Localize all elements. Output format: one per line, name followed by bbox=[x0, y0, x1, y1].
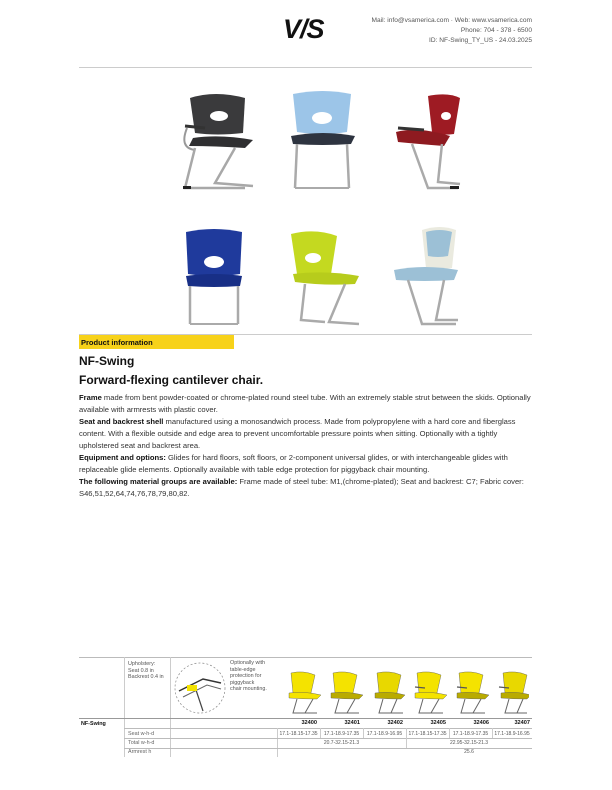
chair-icon-32406 bbox=[457, 672, 489, 713]
seat-value-32405: 17.1-18.15-17.35 bbox=[408, 731, 447, 737]
paragraph-equipment: Equipment and options: Glides for hard floors, soft floors, or 2-component universal glides, or with interchangeable glides with replaceable glide elements. Optionally available with table edge protection for piggyback chair mounting. bbox=[79, 453, 508, 474]
chair-icon-32400 bbox=[289, 672, 321, 713]
product-description bbox=[79, 392, 534, 500]
contact-line-mail-web: Mail: info@vsamerica.com · Web: www.vsamerica.com bbox=[371, 17, 532, 24]
seat-value-32402: 17.1-18.9-16.95 bbox=[366, 731, 403, 737]
contact-line-id: ID: NF-Swing_TY_US - 24.03.2025 bbox=[429, 37, 532, 44]
chair-photo-upholstered-light-blue bbox=[388, 226, 468, 330]
product-tagline: Forward-flexing cantilever chair. bbox=[79, 373, 264, 387]
seat-value-32407: 17.1-18.9-16.95 bbox=[494, 731, 530, 737]
chair-photo-red-armrests bbox=[388, 92, 468, 195]
paragraph-seat-backrest: Seat and backrest shell manufactured using a monosandwich process. Made from polypropylene with a hard core and fiberglass content. With a flexible outside and edge area to prevent uncomfortable pressure points when sitting. Optionally with a tightly upholstered seat and backrest area. bbox=[79, 417, 516, 450]
total-label: Total w-h-d bbox=[128, 740, 155, 746]
product-title: NF-Swing bbox=[79, 354, 135, 368]
armrest-value: 25.6 bbox=[464, 749, 474, 755]
paragraph-materials: The following material groups are available: Frame made of steel tube: M1,(chrome-plated); Seat and backrest: C7; Fabric cover: S46,51,52,64,74,76,78,79,80,82. bbox=[79, 477, 524, 498]
dimension-table bbox=[79, 657, 532, 757]
table-edge-diagram bbox=[173, 661, 227, 715]
model-32401: 32401 bbox=[344, 720, 360, 726]
chair-icon-32402 bbox=[375, 672, 405, 713]
upholstery-note: Upholstery: Seat 0.8 in Backrest 0.4 in bbox=[128, 661, 164, 681]
total-value-standard: 20.7-32.15-21.3 bbox=[323, 740, 360, 746]
chair-icon-32405 bbox=[415, 672, 447, 713]
table-row-label: NF-Swing bbox=[81, 721, 106, 727]
model-32406: 32406 bbox=[473, 720, 489, 726]
seat-label: Seat w-h-d bbox=[128, 731, 155, 737]
seat-value-32400: 17.1-18.15-17.35 bbox=[279, 731, 318, 737]
chair-icon-32401 bbox=[331, 672, 363, 713]
seat-value-32406: 17.1-18.9-17.35 bbox=[452, 731, 489, 737]
section-label-band bbox=[79, 335, 234, 349]
model-32402: 32402 bbox=[387, 720, 403, 726]
chair-photo-dark-blue bbox=[180, 228, 248, 328]
chair-photo-dark-grey-armrests bbox=[175, 88, 265, 193]
model-32405: 32405 bbox=[430, 720, 446, 726]
model-32400: 32400 bbox=[301, 720, 317, 726]
section-label: Product information bbox=[81, 338, 153, 347]
total-value-armrests: 22.95-32.15-21.3 bbox=[449, 740, 489, 746]
model-32407: 32407 bbox=[514, 720, 530, 726]
chair-photo-light-blue bbox=[285, 90, 360, 195]
contact-block bbox=[372, 16, 532, 46]
header-divider bbox=[79, 67, 532, 68]
contact-line-phone: Phone: 704 - 378 - 6500 bbox=[460, 27, 532, 34]
armrest-label: Armrest h bbox=[128, 749, 152, 755]
vs-logo: V/S bbox=[283, 14, 324, 44]
seat-value-32401: 17.1-18.9-17.35 bbox=[323, 731, 360, 737]
chair-photo-lime-green bbox=[285, 230, 365, 330]
chair-icon-32407 bbox=[499, 672, 529, 713]
model-chair-icons bbox=[279, 667, 529, 717]
paragraph-frame: Frame made from bent powder-coated or chrome-plated round steel tube. With an extremely stable strut between the skids. Optionally available with armrests with plastic cover. bbox=[79, 393, 531, 414]
edge-protection-note: Optionally with table-edge protection for piggyback chair mounting. bbox=[230, 660, 267, 693]
